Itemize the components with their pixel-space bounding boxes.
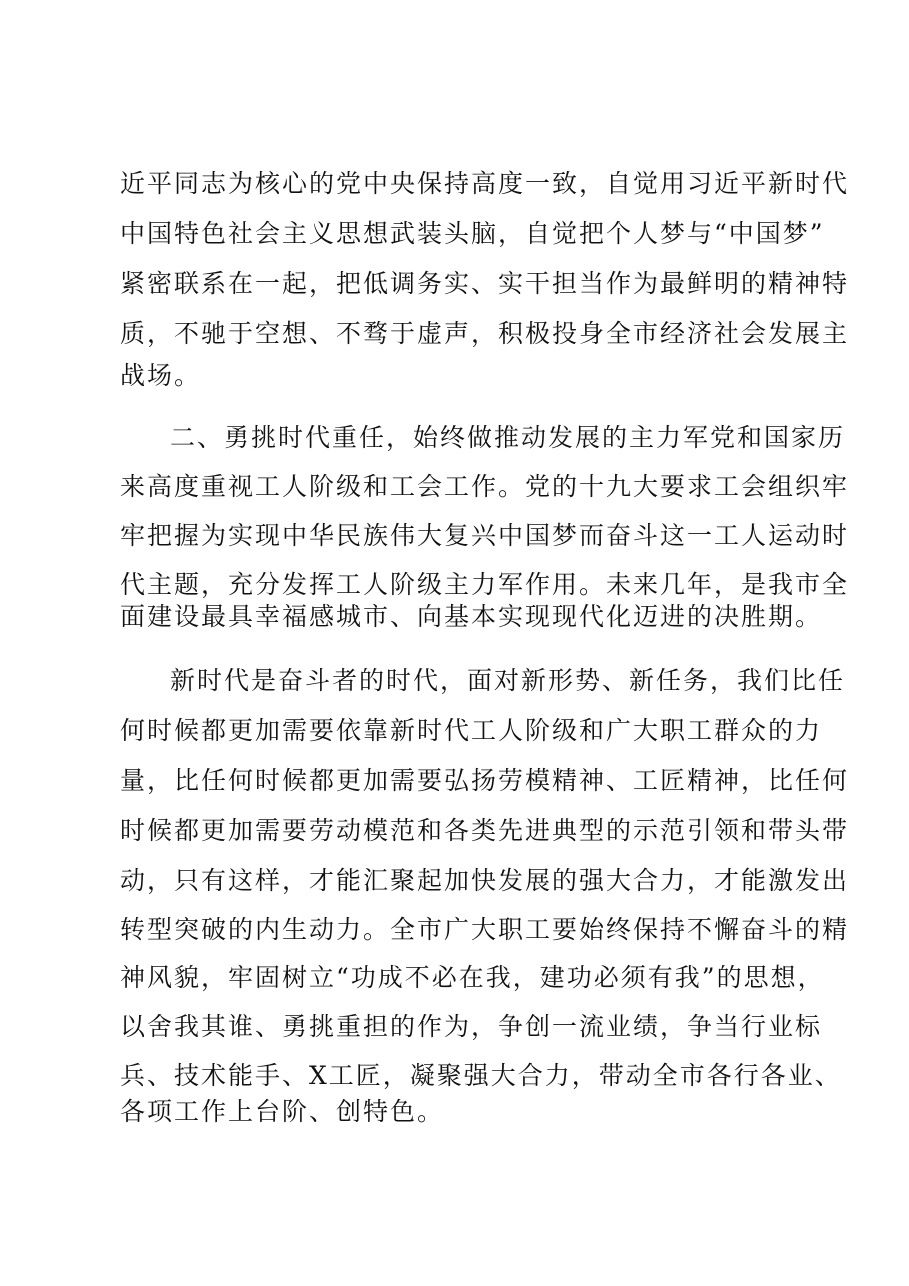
text-line: 中国特色社会主义思想武装头脑，自觉把个人梦与“中国梦”: [120, 219, 825, 248]
text-line: 转型突破的内生动力。全市广大职工要始终保持不懈奋斗的精: [120, 915, 850, 944]
text-line: 近平同志为核心的党中央保持高度一致，自觉用习近平新时代: [120, 169, 850, 198]
text-line: 时候都更加需要劳动模范和各类先进典型的示范引领和带头带: [120, 816, 850, 845]
text-line: 以舍我其谁、勇挑重担的作为，争创一流业绩，争当行业标: [120, 1012, 823, 1041]
text-line: 代主题，充分发挥工人阶级主力军作用。未来几年，是我市全: [120, 570, 850, 599]
text-line: 二、勇挑时代重任，始终做推动发展的主力军党和国家历: [170, 423, 846, 452]
text-line: 新时代是奋斗者的时代，面对新形势、新任务，我们比任: [170, 666, 846, 695]
text-line: 各项工作上台阶、创特色。: [120, 1097, 445, 1126]
text-line: 紧密联系在一起，把低调务实、实干担当作为最鲜明的精神特: [120, 269, 850, 298]
text-line: 神风貌，牢固树立“功成不必在我，建功必须有我”的思想，: [120, 963, 825, 992]
text-line: 面建设最具幸福感城市、向基本实现现代化迈进的决胜期。: [120, 602, 823, 631]
text-line: 质，不驰于空想、不骛于虚声，积极投身全市经济社会发展主: [120, 319, 850, 348]
text-line: 战场。: [120, 361, 202, 390]
text-line: 兵、技术能手、X工匠，凝聚强大合力，带动全市各行各业、: [120, 1061, 842, 1090]
text-line: 牢把握为实现中华民族伟大复兴中国梦而奋斗这一工人运动时: [120, 521, 850, 550]
text-line: 量，比任何时候都更加需要弘扬劳模精神、工匠精神，比任何: [120, 766, 850, 795]
text-line: 动，只有这样，才能汇聚起加快发展的强大合力，才能激发出: [120, 866, 850, 895]
text-line: 来高度重视工人阶级和工会工作。党的十九大要求工会组织牢: [120, 472, 850, 501]
text-line: 何时候都更加需要依靠新时代工人阶级和广大职工群众的力: [120, 716, 823, 745]
